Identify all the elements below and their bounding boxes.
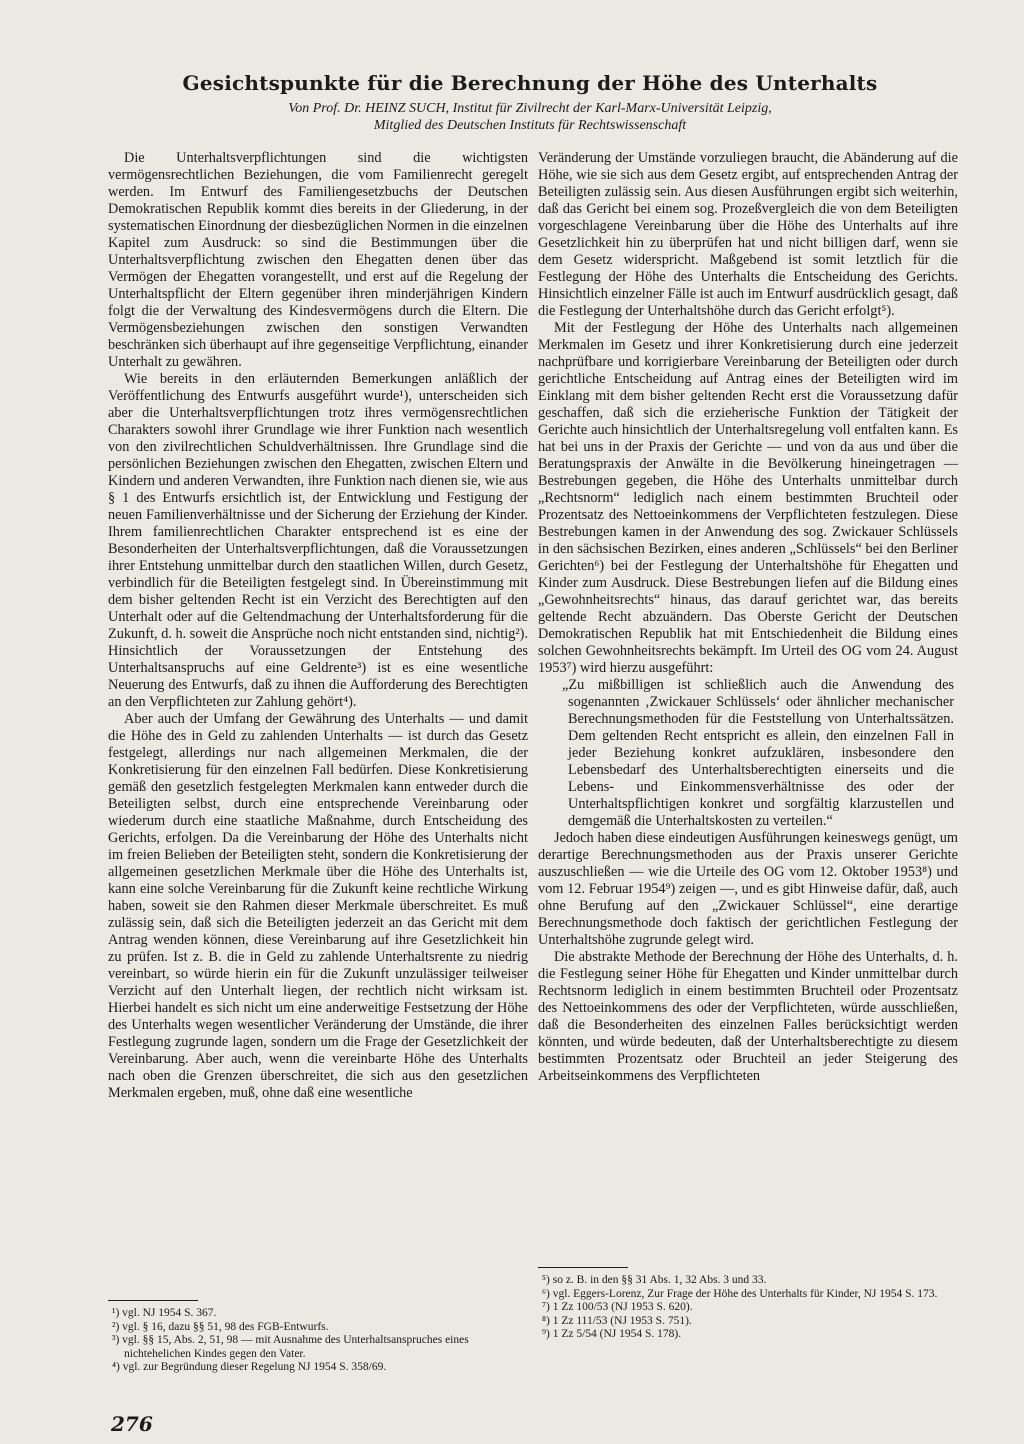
left-paragraph-2: Wie bereits in den erläuternden Bemerkungen anläßlich der Veröffentlichung des Entwurfs ausgeführt wurde¹), unterscheiden sich aber die Unterhaltsverpflichtungen trotz ihres vermögensrechtlichen Charakters sowohl ihrer Grundlage wie ihrer Funktion nach wesentlich von den zivilrechtlichen Schuldverhältnissen. Ihre Grundlage sind die persönlichen Beziehungen zwischen den Ehegatten, zwischen Eltern und Kindern und anderen Verwandten, ihre Funktion nach dienen sie, wie aus § 1 des Entwurfs ersichtlich ist, der Entwicklung und Festigung der neuen Familienverhältnisse und der Sicherung der Erziehung der Kinder. Ihrem familienrechtlichen Charakter entsprechend ist es eine der Besonderheiten der Unterhaltsverpflichtungen, daß die Voraussetzungen ihrer Entstehung unmittelbar durch den staatlichen Willen, durch Gesetz, verbindlich für die Beteiligten festgelegt sind. In Übereinstimmung mit dem bisher geltenden Recht ist ein Verzicht des Berechtigten auf den Unterhalt oder auf die Geltendmachung der Unterhaltsforderung für die Zukunft, d. h. soweit die Ansprüche noch nicht entstanden sind, nichtig²). Hinsichtlich der Voraussetzungen der Entstehung des Unterhaltsanspruchs auf eine Geldrente³) ist es eine wesentliche Neuerung des Entwurfs, daß zu ihnen die Aufforderung des Berechtigten an den Verpflichteten zur Zahlung gehört⁴).: [108, 371, 529, 710]
court-quote: „Zu mißbilligen ist schließlich auch die Anwendung des sogenannten ‚Zwickauer Schlüssels‘ oder ähnlicher mechanischer Berechnungsmethoden für die Feststellung von Unterhaltssätzen. Dem geltenden Recht entspricht es allein, den einzelnen Fall in jeder Beziehung konkret aufzuklären, insbesondere den Lebensbedarf des Unterhaltsberechtigten einerseits und die Lebens- und Einkommensverhältnisse des oder der Unterhaltspflichtigen konkret und sorgfältig klarzustellen und demgemäß die Unterhaltskosten zu verteilen.“: [562, 677, 954, 829]
footnote-7: ⁷) 1 Zz 100/53 (NJ 1953 S. 620).: [542, 1301, 693, 1313]
left-column: [108, 150, 528, 1102]
footnote-5: ⁵) so z. B. in den §§ 31 Abs. 1, 32 Abs. 3 und 33.: [542, 1274, 767, 1286]
article-title: Gesichtspunkte für die Berechnung der Höhe des Unterhalts: [182, 71, 878, 95]
byline-line-2: Mitglied des Deutschen Instituts für Rechtswissenschaft: [373, 118, 687, 133]
right-column: [538, 150, 958, 1085]
footnote-1: ¹) vgl. NJ 1954 S. 367.: [112, 1307, 217, 1319]
footnotes-left: [108, 1307, 528, 1375]
footnote-3: ³) vgl. §§ 15, Abs. 2, 51, 98 — mit Ausnahme des Unterhaltsanspruches eines nichtehelichen Kindes gegen den Vater.: [112, 1334, 469, 1360]
author-byline: [130, 100, 930, 134]
right-paragraph-3: Jedoch haben diese eindeutigen Ausführungen keineswegs genügt, um derartige Berechnungsmethoden aus der Praxis unserer Gerichte auszuschließen — wie die Urteile des OG vom 12. Oktober 1953⁸) und vom 12. Februar 1954⁹) zeigen —, und es gibt Hinweise dafür, daß, auch ohne Berufung auf den „Zwickauer Schlüssel“, eine derartige Berechnungsmethode doch faktisch der gerichtlichen Festlegung der Unterhaltshöhe zugrunde gelegt wird.: [538, 830, 958, 948]
footnote-4: ⁴) vgl. zur Begründung dieser Regelung NJ 1954 S. 358/69.: [112, 1361, 387, 1373]
footnote-2: ²) vgl. § 16, dazu §§ 51, 98 des FGB-Entwurfs.: [112, 1320, 329, 1333]
byline-line-1: Von Prof. Dr. HEINZ SUCH, Institut für Zivilrecht der Karl-Marx-Universität Leipzig,: [288, 101, 772, 116]
page-number: 276: [111, 1412, 153, 1436]
footnotes-right: [538, 1274, 958, 1342]
footnote-8: ⁸) 1 Zz 111/53 (NJ 1953 S. 751).: [542, 1314, 692, 1327]
footnote-rule-right: [538, 1267, 628, 1268]
right-paragraph-2: Mit der Festlegung der Höhe des Unterhalts nach allgemeinen Merkmalen im Gesetz und ihrer Konkretisierung durch eine jederzeit nachprüfbare und korrigierbare Vereinbarung der Beteiligten oder durch gerichtliche Entscheidung auf Antrag eines der Beteiligten wird im Einklang mit dem bisher geltenden Recht erst die Voraussetzung dafür geschaffen, daß sich die erzieherische Funktion der Tätigkeit der Gerichte auch hinsichtlich der Unterhaltsregelung voll entfalten kann. Es hat bei uns in der Praxis der Gerichte — und von da aus und über die Beratungspraxis der Anwälte in die Bevölkerung hineingetragen — Bestrebungen gegeben, die Höhe des Unterhalts unmittelbar durch „Rechtsnorm“ lediglich nach einem bestimmten Bruchteil oder Prozentsatz des Nettoeinkommens der Verpflichteten festzulegen. Diese Bestrebungen kamen in der Anwendung des sog. Zwickauer Schlüssels in den sächsischen Bezirken, eines anderen „Schlüssels“ bei den Berliner Gerichten⁶) bei der Festlegung der Unterhaltshöhe für Ehegatten und Kinder zum Ausdruck. Diese Bestrebungen liefen auf die Bildung eines „Gewohnheitsrechts“ hinaus, das darauf gerichtet war, das bereits geltende Recht abzuändern. Das Oberste Gericht der Deutschen Demokratischen Republik hat mit Entschiedenheit die Bildung eines solchen Gewohnheitsrechts bekämpft. Im Urteil des OG vom 24. August 1953⁷) wird hierzu ausgeführt:: [538, 320, 958, 676]
footnote-6: ⁶) vgl. Eggers-Lorenz, Zur Frage der Höhe des Unterhalts für Kinder, NJ 1954 S. 173.: [542, 1287, 938, 1300]
footnote-rule-left: [108, 1300, 198, 1301]
left-paragraph-3: Aber auch der Umfang der Gewährung des Unterhalts — und damit die Höhe des in Geld zu zahlenden Unterhalts — ist durch das Gesetz festgelegt, allerdings nur nach allgemeinen Merkmalen, die der Konkretisierung für den einzelnen Fall bedürfen. Diese Konkretisierung gemäß den gesetzlich festgelegten Merkmalen kann entweder durch die Beteiligten selbst, durch eine entsprechende Vereinbarung oder wiederum durch eine staatliche Maßnahme, durch Entscheidung des Gerichts, erfolgen. Da die Vereinbarung der Höhe des Unterhalts nicht im freien Belieben der Beteiligten steht, sondern die Konkretisierung der allgemeinen gesetzlichen Merkmale über die Höhe des Unterhalts ist, kann eine solche Vereinbarung für die Zukunft keine rechtliche Wirkung haben, soweit sie den Rahmen dieser Merkmale überschreitet. Es muß zulässig sein, daß sich die Beteiligten jederzeit an das Gericht mit dem Antrag wenden können, diese Vereinbarung auf ihre Gesetzlichkeit hin zu prüfen. Ist z. B. die in Geld zu zahlende Unterhaltsrente zu niedrig vereinbart, so würde hierin ein für die Zukunft unzulässiger teilweiser Verzicht auf den Unterhalt liegen, der rechtlich nicht wirksam ist. Hierbei handelt es sich nicht um eine anderweitige Festsetzung der Höhe des Unterhalts wegen wesentlicher Veränderung der Umstände, die ihrer Festlegung zugrunde lagen, sondern um die Frage der Gesetzlichkeit der Vereinbarung. Aber auch, wenn die vereinbarte Höhe des Unterhalts nach oben die Grenzen überschreitet, die sich aus den gesetzlichen Merkmalen ergeben, muß, ohne daß eine wesentliche: [108, 711, 528, 1101]
left-paragraph-1: Die Unterhaltsverpflichtungen sind die wichtigsten vermögensrechtlichen Beziehungen, die vom Familienrecht geregelt werden. Im Entwurf des Familiengesetzbuchs der Deutschen Demokratischen Republik kommt dies bereits in der Gliederung, in der systematischen Einordnung der diesbezüglichen Normen in die einzelnen Kapitel zum Ausdruck: so sind die Bestimmungen über die Unterhaltsverpflichtung zwischen den Ehegatten denen über das Vermögen der Ehegatten vorangestellt, und erst auf die Regelung der Unterhaltspflicht der Eltern gegenüber ihren minderjährigen Kindern folgt die der Verwaltung des Kindesvermögens durch die Eltern. Die Vermögensbeziehungen zwischen den sonstigen Verwandten beschränken sich überhaupt auf ihre gegenseitige Verpflichtung, einander Unterhalt zu gewähren.: [108, 150, 528, 370]
right-paragraph-4: Die abstrakte Methode der Berechnung der Höhe des Unterhalts, d. h. die Festlegung seiner Höhe für Ehegatten und Kinder unmittelbar durch Rechtsnorm lediglich in einem bestimmten Bruchteil oder Prozentsatz des Nettoeinkommens des oder der Verpflichteten, würde ausschließen, daß die Besonderheiten des einzelnen Falles berücksichtigt werden könnten, und würde bedeuten, daß der Unterhaltsberechtigte zu diesem bestimmten Prozentsatz oder Bruchteil an jeder Steigerung des Arbeitseinkommens des Verpflichteten: [538, 949, 958, 1084]
footnote-9: ⁹) 1 Zz 5/54 (NJ 1954 S. 178).: [542, 1328, 682, 1340]
right-paragraph-1: Veränderung der Umstände vorzuliegen braucht, die Abänderung auf die Höhe, wie sie sich aus dem Gesetz ergibt, auf entsprechenden Antrag der Beteiligten zulässig sein. Aus diesen Ausführungen ergibt sich weiterhin, daß das Gericht bei einem sog. Prozeßvergleich die von dem Beteiligten vorgeschlagene Vereinbarung über die Höhe des Unterhalts auf ihre Gesetzlichkeit hin zu überprüfen hat und nicht billigen darf, wenn sie dem Gesetz widerspricht. Maßgebend ist somit letztlich für die Festlegung der Höhe des Unterhalts die Entscheidung des Gerichts. Hinsichtlich einzelner Fälle ist auch im Entwurf ausdrücklich gesagt, daß die Festlegung der Unterhaltshöhe durch das Gericht erfolgt⁵).: [538, 150, 958, 319]
